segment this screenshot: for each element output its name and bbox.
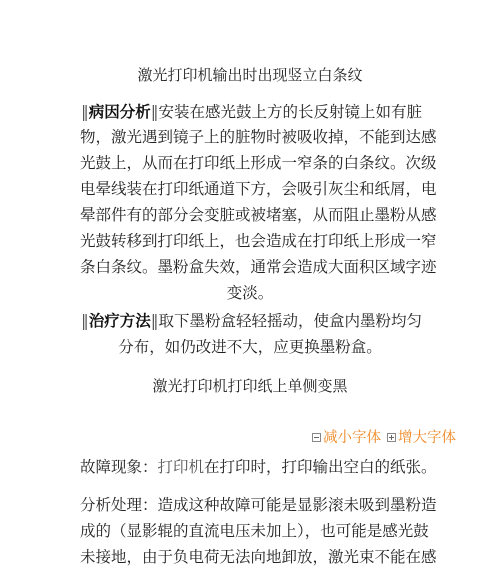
cause-first-line xyxy=(81,101,422,123)
increase-font-button[interactable] xyxy=(387,430,456,446)
treatment-first-line xyxy=(81,310,422,332)
increase-font-label: 增大字体 xyxy=(398,430,456,446)
cause-bar-open: ‖ xyxy=(81,103,89,121)
cause-line-6: 条白条纹。墨粉盒失效，通常会造成大面积区域字迹 xyxy=(80,258,437,276)
cause-line-3: 电晕线装在打印纸通道下方，会吸引灰尘和纸屑，电 xyxy=(80,180,437,198)
cause-line-0: 安装在感光鼓上方的长反射镜上如有脏 xyxy=(158,103,423,121)
analysis-line-0: 分析处理：造成这种故障可能是显影滚未吸到墨粉造 xyxy=(80,496,437,514)
plus-box-icon xyxy=(387,433,396,442)
treatment-bar-close: ‖ xyxy=(150,312,159,330)
cause-label: 病因分析 xyxy=(88,102,151,121)
treatment-line-0: 取下墨粉盒轻轻摇动，使盒内墨粉均匀 xyxy=(158,312,423,330)
analysis-line-2: 未接地，由于负电荷无法向地卸放，激光束不能在感 xyxy=(80,548,437,566)
treatment-label: 治疗方法 xyxy=(88,311,151,330)
cause-line-7: 变淡。 xyxy=(226,284,274,302)
decrease-font-label: 减小字体 xyxy=(323,430,381,446)
heading-white-stripes: 激光打印机输出时出现竖立白条纹 xyxy=(137,66,363,84)
cause-bar-close: ‖ xyxy=(150,103,159,121)
font-size-controls xyxy=(312,428,456,448)
treatment-line-1: 分布，如仍改进不大，应更换墨粉盒。 xyxy=(118,338,382,356)
fault-line xyxy=(80,456,437,478)
analysis-line-1: 成的（显影辊的直流电压未加上），也可能是感光鼓 xyxy=(80,522,429,540)
treatment-bar-open: ‖ xyxy=(81,312,89,330)
minus-box-icon xyxy=(312,433,321,442)
heading-one-side-black: 激光打印机打印纸上单侧变黑 xyxy=(152,377,348,395)
printer-link[interactable]: 打印机 xyxy=(157,458,205,476)
decrease-font-button[interactable] xyxy=(312,430,381,446)
cause-line-4: 晕部件有的部分会变脏或被堵塞，从而阻止墨粉从感 xyxy=(80,206,437,224)
cause-line-5: 光鼓转移到打印纸上，也会造成在打印纸上形成一窄 xyxy=(80,232,437,250)
fault-prefix: 故障现象： xyxy=(80,458,158,476)
cause-line-2: 光鼓上，从而在打印纸上形成一窄条的白条纹。次级 xyxy=(80,154,437,172)
cause-line-1: 物，激光遇到镜子上的脏物时被吸收掉，不能到达感 xyxy=(80,128,437,146)
fault-rest: 在打印时，打印输出空白的纸张。 xyxy=(204,458,437,476)
